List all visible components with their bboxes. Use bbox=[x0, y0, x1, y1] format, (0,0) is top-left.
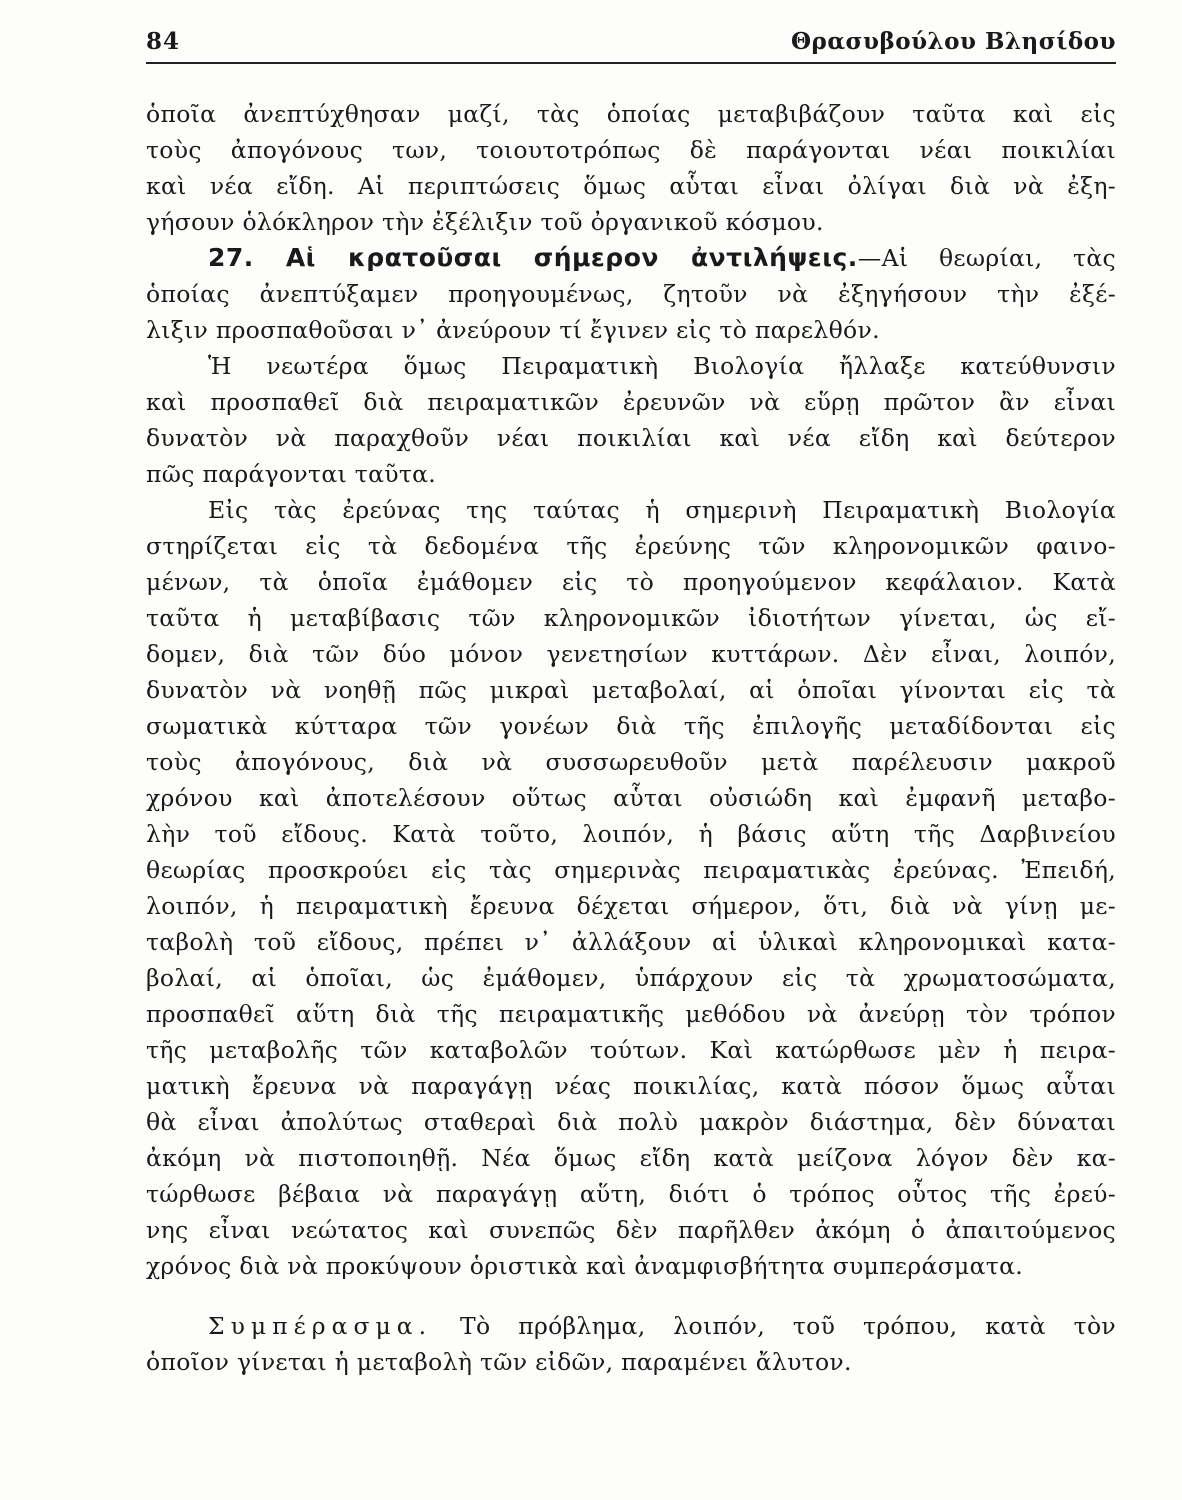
text-line: Εἰς τὰς ἐρεύνας της ταύτας ἡ σημερινὴ Πειραματικὴ Βιολογία bbox=[208, 496, 1116, 524]
text-line: ταβολὴ τοῦ εἴδους, πρέπει ν᾽ ἀλλάξουν αἱ ὑλικαὶ κληρονομικαὶ κατα- bbox=[146, 928, 1116, 956]
text-line: δυνατὸν νὰ παραχθοῦν νέαι ποικιλίαι καὶ νέα εἴδη καὶ δεύτερον bbox=[146, 424, 1116, 452]
section-title: 27. Αἱ κρατοῦσαι σήμερον ἀντιλήψεις. bbox=[208, 243, 858, 272]
text-line: λοιπόν, ἡ πειραματικὴ ἔρευνα δέχεται σήμερον, ὅτι, διὰ νὰ γίνῃ με- bbox=[146, 892, 1116, 920]
text-line: γήσουν ὁλόκληρον τὴν ἐξέλιξιν τοῦ ὀργανικοῦ κόσμου. bbox=[146, 208, 824, 236]
paragraph-gap bbox=[146, 1284, 1116, 1308]
page-header bbox=[146, 24, 1116, 64]
text-line: θεωρίας προσκρούει εἰς τὰς σημερινὰς πειραματικὰς ἐρεύνας. Ἐπειδή, bbox=[146, 856, 1116, 884]
text-line: πῶς παράγονται ταῦτα. bbox=[146, 460, 437, 488]
text-line: καὶ νέα εἴδη. Αἱ περιπτώσεις ὅμως αὗται εἶναι ὀλίγαι διὰ νὰ ἐξη- bbox=[146, 172, 1116, 200]
text-line: τοὺς ἀπογόνους των, τοιουτοτρόπως δὲ παράγονται νέαι ποικιλίαι bbox=[146, 136, 1116, 164]
text-line: σωματικὰ κύτταρα τῶν γονέων διὰ τῆς ἐπιλογῆς μεταδίδονται εἰς bbox=[146, 712, 1116, 740]
text-line: χρόνου καὶ ἀποτελέσουν οὕτως αὗται οὐσιώδη καὶ ἐμφανῆ μεταβο- bbox=[146, 784, 1116, 812]
text-line: βολαί, αἱ ὁποῖαι, ὡς ἐμάθομεν, ὑπάρχουν εἰς τὰ χρωματοσώματα, bbox=[146, 964, 1116, 992]
running-head-author: Θρασυβούλου Βλησίδου bbox=[791, 28, 1116, 55]
text-line: ὁποῖον γίνεται ἡ μεταβολὴ τῶν εἰδῶν, παραμένει ἄλυτον. bbox=[146, 1348, 852, 1376]
conclusion-label: Συμπέρασμα. bbox=[208, 1312, 433, 1340]
text-line: χρόνος διὰ νὰ προκύψουν ὁριστικὰ καὶ ἀναμφισβήτητα συμπεράσματα. bbox=[146, 1252, 1024, 1280]
conclusion-line bbox=[146, 1308, 1116, 1344]
text-line: ὁποῖα ἀνεπτύχθησαν μαζί, τὰς ὁποίας μεταβιβάζουν ταῦτα καὶ εἰς bbox=[146, 100, 1116, 128]
text-line: ἀκόμη νὰ πιστοποιηθῇ. Νέα ὅμως εἴδη κατὰ μείζονα λόγον δὲν κα- bbox=[146, 1144, 1116, 1172]
text-line: θὰ εἶναι ἀπολύτως σταθεραὶ διὰ πολὺ μακρὸν διάστημα, δὲν δύναται bbox=[146, 1108, 1116, 1136]
page-number: 84 bbox=[146, 28, 181, 55]
text-line: τώρθωσε βέβαια νὰ παραγάγῃ αὕτη, διότι ὁ τρόπος οὗτος τῆς ἐρεύ- bbox=[146, 1180, 1116, 1208]
text-run: —Αἱ θεωρίαι, τὰς bbox=[857, 244, 1116, 272]
text-line: λὴν τοῦ εἴδους. Κατὰ τοῦτο, λοιπόν, ἡ βάσις αὕτη τῆς Δαρβινείου bbox=[146, 820, 1116, 848]
text-line: δυνατὸν νὰ νοηθῇ πῶς μικραὶ μεταβολαί, αἱ ὁποῖαι γίνονται εἰς τὰ bbox=[146, 676, 1116, 704]
text-line: Ἡ νεωτέρα ὅμως Πειραματικὴ Βιολογία ἤλλαξε κατεύθυνσιν bbox=[208, 352, 1116, 380]
text-line: ταῦτα ἡ μεταβίβασις τῶν κληρονομικῶν ἰδιοτήτων γίνεται, ὡς εἴ- bbox=[146, 604, 1116, 632]
header-rule bbox=[146, 62, 1116, 64]
text-line: δομεν, διὰ τῶν δύο μόνον γενετησίων κυττάρων. Δὲν εἶναι, λοιπόν, bbox=[146, 640, 1116, 668]
text-line: λιξιν προσπαθοῦσαι ν᾽ ἀνεύρουν τί ἔγινεν εἰς τὸ παρελθόν. bbox=[146, 316, 880, 344]
section-heading-line bbox=[146, 240, 1116, 276]
body-text bbox=[146, 96, 1116, 1380]
text-line: προσπαθεῖ αὕτη διὰ τῆς πειραματικῆς μεθόδου νὰ ἀνεύρῃ τὸν τρόπον bbox=[146, 1000, 1116, 1028]
text-line: ματικὴ ἔρευνα νὰ παραγάγῃ νέας ποικιλίας, κατὰ πόσον ὅμως αὗται bbox=[146, 1072, 1116, 1100]
text-line: τῆς μεταβολῆς τῶν καταβολῶν τούτων. Καὶ κατώρθωσε μὲν ἡ πειρα- bbox=[146, 1036, 1116, 1064]
text-line: στηρίζεται εἰς τὰ δεδομένα τῆς ἐρεύνης τῶν κληρονομικῶν φαινο- bbox=[146, 532, 1116, 560]
text-line: ὁποίας ἀνεπτύξαμεν προηγουμένως, ζητοῦν νὰ ἐξηγήσουν τὴν ἐξέ- bbox=[146, 280, 1116, 308]
text-line: καὶ προσπαθεῖ διὰ πειραματικῶν ἐρευνῶν νὰ εὕρῃ πρῶτον ἂν εἶναι bbox=[146, 388, 1116, 416]
text-line: μένων, τὰ ὁποῖα ἐμάθομεν εἰς τὸ προηγούμενον κεφάλαιον. Κατὰ bbox=[146, 568, 1116, 596]
text-line: νης εἶναι νεώτατος καὶ συνεπῶς δὲν παρῆλθεν ἀκόμη ὁ ἀπαιτούμενος bbox=[146, 1216, 1116, 1244]
text-line: τοὺς ἀπογόνους, διὰ νὰ συσσωρευθοῦν μετὰ παρέλευσιν μακροῦ bbox=[146, 748, 1116, 776]
text-run: Τὸ πρόβλημα, λοιπόν, τοῦ τρόπου, κατὰ τὸν bbox=[459, 1312, 1116, 1340]
